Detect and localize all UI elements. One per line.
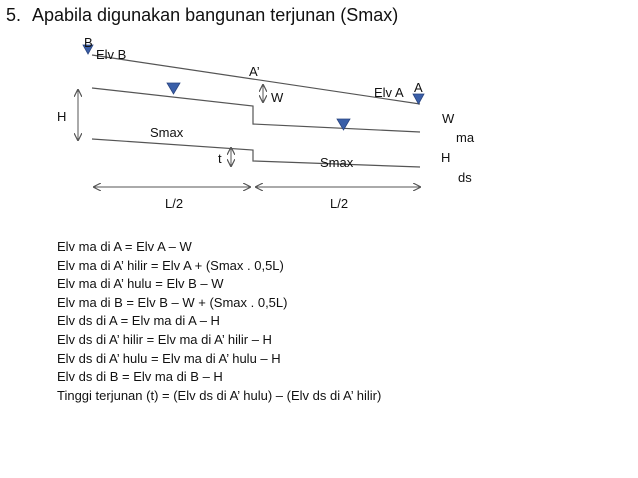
label-elv-b: Elv B — [96, 47, 127, 62]
label-smax-lower: Smax — [320, 155, 354, 170]
formula-line: Elv ma di A’ hulu = Elv B – W — [57, 276, 224, 292]
label-a: A — [414, 80, 423, 95]
label-ds: ds — [458, 170, 472, 185]
label-l2-right: L/2 — [330, 196, 349, 211]
label-elv-a: Elv A — [374, 85, 404, 100]
formula-list — [57, 238, 381, 405]
label-a-prime: A’ — [249, 64, 260, 79]
formula-line: Elv ma di A’ hilir = Elv A + (Smax . 0,5L) — [57, 257, 284, 273]
label-h-right: H — [441, 150, 451, 165]
formula-line: Elv ds di B = Elv ma di B – H — [57, 369, 223, 385]
ground-line — [92, 55, 420, 104]
label-w-right: W — [442, 111, 455, 126]
label-smax-upper: Smax — [150, 125, 184, 140]
channel-profile-diagram — [0, 0, 638, 230]
formula-line: Elv ds di A = Elv ma di A – H — [57, 313, 220, 329]
formula-line: Tinggi terjunan (t) = (Elv ds di A’ hulu) – (Elv ds di A’ hilir) — [57, 387, 382, 403]
label-ma: ma — [456, 130, 475, 145]
water-marker-left — [167, 83, 180, 94]
water-surface-line — [92, 88, 420, 132]
slide-number: 5. — [6, 5, 22, 25]
channel-bed-line — [92, 139, 420, 167]
formula-line: Elv ma di A = Elv A – W — [57, 239, 192, 254]
label-h-left: H — [57, 109, 67, 124]
formula-line: Elv ma di B = Elv B – W + (Smax . 0,5L) — [57, 294, 288, 310]
formula-line: Elv ds di A’ hilir = Elv ma di A’ hilir – H — [57, 331, 272, 347]
slide-title: Apabila digunakan bangunan terjunan (Smax) — [32, 5, 399, 25]
label-l2-left: L/2 — [165, 196, 184, 211]
formula-line: Elv ds di A’ hulu = Elv ma di A’ hulu – H — [57, 350, 281, 366]
label-w-mid: W — [271, 90, 284, 105]
water-marker-a — [413, 94, 424, 104]
label-b: B — [84, 35, 93, 50]
label-t: t — [218, 151, 222, 166]
